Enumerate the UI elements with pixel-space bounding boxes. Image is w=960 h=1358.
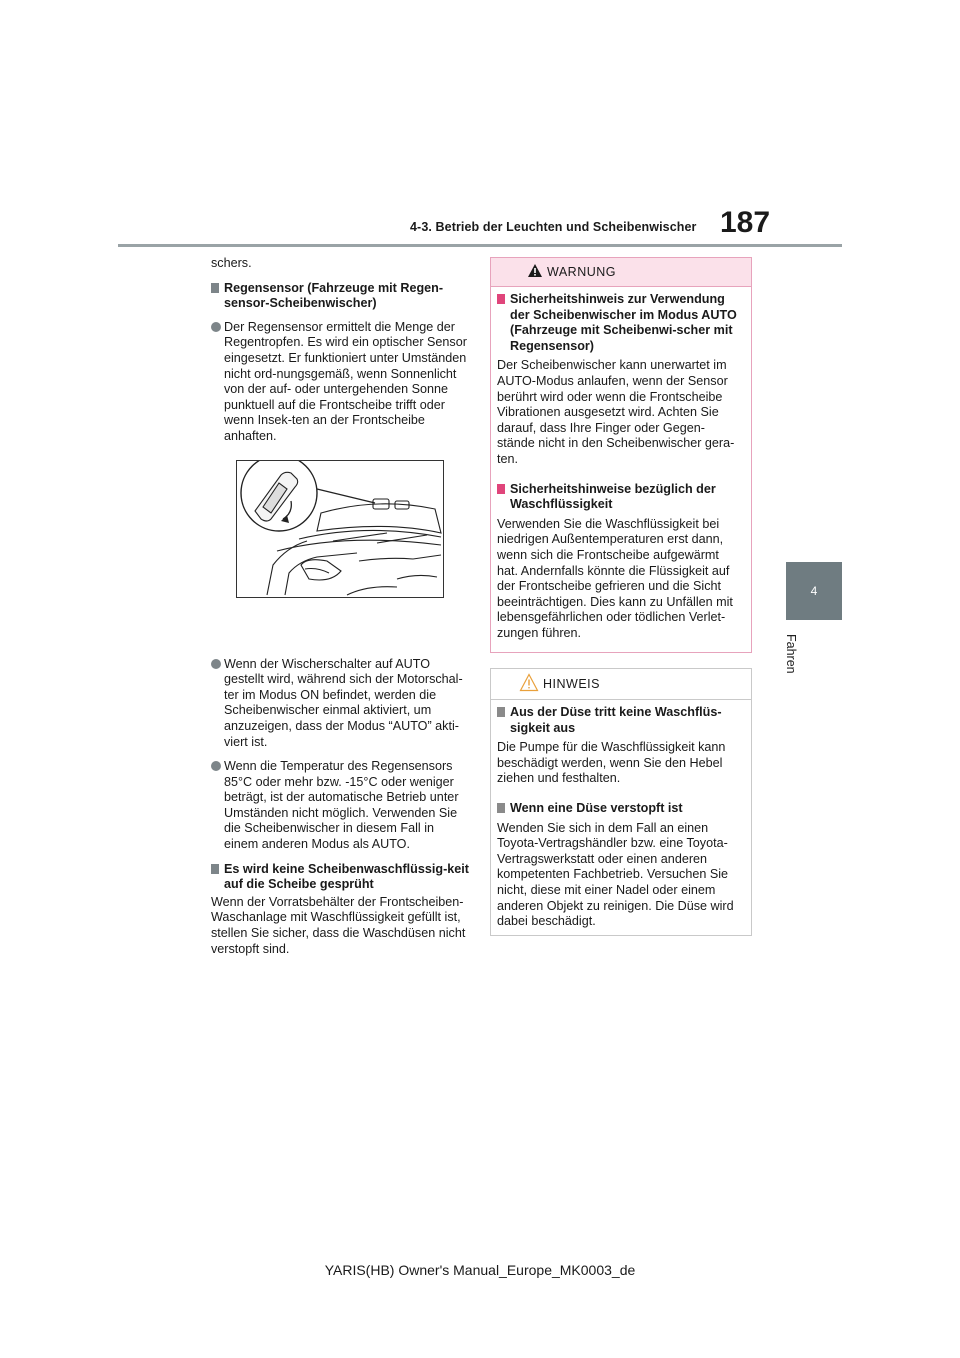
notice-item1-text: Die Pumpe für die Waschflüssigkeit kann beschädigt werden, wenn Sie den Hebel ziehen und festhalten.	[497, 740, 726, 786]
square-bullet-icon	[497, 294, 505, 304]
round-bullet-icon	[211, 659, 221, 669]
warning-title: WARNUNG	[547, 265, 617, 279]
square-bullet-icon	[211, 283, 219, 293]
warning-body	[497, 292, 741, 650]
square-bullet-icon	[211, 864, 219, 874]
car-windshield-sensor-illustration	[237, 461, 443, 597]
rain-sensor-text: Der Regensensor ermittelt die Menge der Regentropfen. Es wird ein optischer Sensor eingesetzt. Er funktioniert unter Umständen nicht ord-nungsgemäß, wenn Sonnenlicht von der auf- oder untergehenden Sonne punktuell auf die Frontscheibe trifft oder wenn Insek-ten an der Frontscheibe anhaften.	[224, 319, 467, 443]
warning-item1-heading: Sicherheitshinweis zur Verwendung der Scheibenwischer im Modus AUTO (Fahrzeuge mit Scheibenwi-scher mit Regensensor)	[510, 292, 737, 353]
no-fluid-heading: Es wird keine Scheibenwaschflüssig-keit auf die Scheibe gesprüht	[224, 861, 469, 892]
notice-title: HINWEIS	[543, 677, 600, 691]
notice-box	[490, 668, 752, 936]
square-bullet-icon	[497, 803, 505, 813]
notice-item1-heading: Aus der Düse tritt keine Waschflüs-sigkeit aus	[510, 705, 722, 735]
notice-item2-text: Wenden Sie sich in dem Fall an einen Toyota-Vertragshändler bzw. eine Toyota-Vertragswerkstatt oder einen anderen kompetenten Fachbetrieb. Versuchen Sie nicht, diese mit einer Nadel oder einem anderen Objekt zu reinigen. Die Düse wird dabei beschädigt.	[497, 820, 734, 929]
continuation-text: schers.	[211, 256, 252, 270]
notice-body	[497, 705, 741, 939]
footer-text: YARIS(HB) Owner's Manual_Europe_MK0003_de	[324, 1262, 636, 1278]
rain-sensor-heading: Regensensor (Fahrzeuge mit Regen-sensor-Scheibenwischer)	[224, 280, 444, 311]
notice-item2-heading: Wenn eine Düse verstopft ist	[510, 800, 683, 815]
warning-item1-text: Der Scheibenwischer kann unerwartet im AUTO-Modus anlaufen, wenn der Sensor berührt wird oder wenn die Frontscheibe Vibrationen ausgesetzt wird. Achten Sie darauf, dass Ihre Finger oder Gegen-stände nicht in den Scheibenwischer gera-ten.	[497, 358, 735, 466]
rain-sensor-illustration	[236, 460, 444, 598]
square-bullet-icon	[497, 707, 505, 717]
temperature-text: Wenn die Temperatur des Regensensors 85°C oder mehr bzw. -15°C oder weniger beträgt, ist der automatische Betrieb unter Umständen nicht möglich. Verwenden Sie die Scheibenwischer in diesem Fall in einem anderen Modus als AUTO.	[224, 759, 459, 852]
caution-triangle-icon	[519, 673, 539, 692]
no-fluid-text: Wenn der Vorratsbehälter der Frontscheiben-Waschanlage mit Waschflüssigkeit gefüllt ist, stellen Sie sicher, dass die Waschdüsen nicht verstopft sind.	[211, 894, 466, 956]
warning-box	[490, 257, 752, 653]
page-number: 187	[720, 206, 771, 239]
notice-header	[491, 669, 751, 700]
warning-header	[491, 258, 751, 287]
warning-triangle-icon	[527, 263, 543, 278]
chapter-tab-number: 4	[810, 584, 818, 598]
warning-item2-text: Verwenden Sie die Waschflüssigkeit bei niedrigen Außentemperaturen erst dann, wenn sich die Frontscheibe aufgewärmt hat. Andernfalls könnte die Flüssigkeit auf der Frontscheibe gefrieren und die Sicht beeinträchtigen. Dies kann zu Unfällen mit lebensgefährlichen oder tödlichen Verlet-zungen führen.	[497, 516, 733, 640]
section-title: 4-3. Betrieb der Leuchten und Scheibenwischer	[410, 220, 697, 234]
auto-switch-text: Wenn der Wischerschalter auf AUTO gestellt wird, während sich der Motorschal-ter im Modus ON befindet, werden die Scheibenwischer einmal aktiviert, um anzuzeigen, dass der Modus “AUTO” akti-viert ist.	[224, 656, 463, 749]
left-column	[211, 256, 469, 966]
square-bullet-icon	[497, 484, 505, 494]
warning-item2-heading: Sicherheitshinweise bezüglich der Waschflüssigkeit	[510, 481, 716, 512]
chapter-tab-label: Fahren	[784, 634, 798, 674]
round-bullet-icon	[211, 322, 221, 332]
header-rule	[118, 244, 842, 247]
